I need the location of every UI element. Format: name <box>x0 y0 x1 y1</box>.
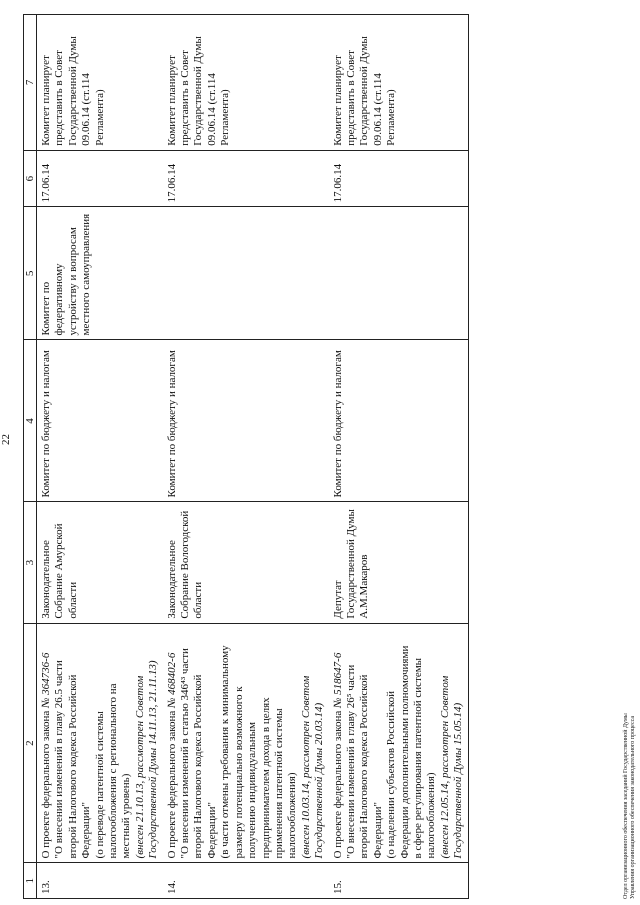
bill-subject-line: (о наделении субъектов Российской <box>385 690 398 859</box>
bill-title-line: второй Налогового кодекса Российской <box>358 674 371 859</box>
bill-note-line: (внесен 10.03.14, рассмотрен Советом <box>299 675 312 859</box>
row-number: 13. <box>37 863 163 899</box>
bill-subject-line: налогообложения) <box>425 772 438 859</box>
bill-number: № 518647-6 <box>331 652 344 708</box>
bill-description <box>37 623 163 863</box>
bill-title-prefix: О проекте федерального закона <box>40 707 52 859</box>
responsible-committee: Комитет по бюджету и налогам <box>163 340 329 502</box>
bill-number: № 468402-6 <box>165 652 178 708</box>
column-header-6: 6 <box>24 150 37 207</box>
bill-subject-line: местный уровень) <box>120 773 133 859</box>
bill-subject-line: (о переводе патентной системы <box>93 711 106 859</box>
plan-note: Комитет планирует представить в Совет Государственной Думы 09.06.14 (ст.114 Регламента) <box>329 15 469 151</box>
bill-subject-line: размеру потенциально возможного к <box>232 686 245 859</box>
column-header-3: 3 <box>24 502 37 623</box>
footer <box>623 713 637 899</box>
bill-note-line: Государственной Думы 14.11.13, 21.11.13) <box>147 660 160 859</box>
bill-note-line: (внесен 21.10.13, рассмотрен Советом <box>133 675 146 859</box>
bill-subject-line: налогообложения с регионального на <box>107 683 120 859</box>
bill-subject-line: получению индивидуальным <box>246 722 259 859</box>
responsible-committee: Комитет по бюджету и налогам <box>329 340 469 502</box>
bills-table <box>23 14 469 899</box>
co-executor-committee <box>329 207 469 340</box>
bill-number: № 364736-6 <box>40 652 52 708</box>
initiator: Депутат Государственной Думы А.М.Макаров <box>329 502 469 623</box>
plan-note: Комитет планирует представить в Совет Государственной Думы 09.06.14 (ст.114 Регламента) <box>163 15 329 151</box>
bill-note-line: Государственной Думы 20.03.14) <box>313 702 326 859</box>
column-number-row <box>24 15 37 899</box>
page-number: 22 <box>0 434 12 445</box>
column-header-2: 2 <box>24 623 37 863</box>
bill-title-line: второй Налогового кодекса Российской <box>192 674 205 859</box>
footer-line: Отдел организационного обеспечения заседаний Государственной Думы <box>623 713 629 899</box>
table-row-13 <box>37 15 163 899</box>
initiator: Законодательное Собрание Амурской области <box>37 502 163 623</box>
column-header-7: 7 <box>24 15 37 151</box>
bill-title-line: "О внесении изменений в главу 26.5 части <box>53 660 66 859</box>
table-row-15 <box>329 15 469 899</box>
bill-title-line: "О внесении изменений в главу 26⁵ части <box>344 664 357 859</box>
bill-subject-line: применения патентной системы <box>272 708 285 859</box>
column-header-5: 5 <box>24 207 37 340</box>
bill-title-prefix: О проекте федерального закона <box>331 707 344 859</box>
responsible-committee: Комитет по бюджету и налогам <box>37 340 163 502</box>
footer-line: Управления организационного обеспечения законодательного процесса <box>630 715 636 899</box>
column-header-1: 1 <box>24 863 37 899</box>
bill-subject-line: предпринимателем дохода в целях <box>259 697 272 859</box>
bill-subject-line: Федерации дополнительными полномочиями <box>398 645 411 859</box>
bill-subject-line: в сфере регулирования патентной системы <box>411 657 424 859</box>
review-date: 17.06.14 <box>37 150 163 207</box>
review-date: 17.06.14 <box>329 150 469 207</box>
review-date: 17.06.14 <box>163 150 329 207</box>
co-executor-committee: Комитет по федеративному устройству и вопросам местного самоуправления <box>37 207 163 340</box>
row-number: 15. <box>329 863 469 899</box>
bill-title-line: "О внесении изменений в статью 346⁴³ части <box>179 648 192 859</box>
row-number: 14. <box>163 863 329 899</box>
column-header-4: 4 <box>24 340 37 502</box>
bill-title-line: второй Налогового кодекса Российской <box>66 674 79 859</box>
bill-subject-line: (в части отмены требования к минимальному <box>219 645 232 859</box>
bill-title-line: Федерации" <box>205 801 218 859</box>
bill-subject-line: налогообложения) <box>286 772 299 859</box>
table-row-14 <box>163 15 329 899</box>
bill-title-prefix: О проекте федерального закона <box>165 707 178 859</box>
bill-description <box>329 623 469 863</box>
plan-note: Комитет планирует представить в Совет Государственной Думы 09.06.14 (ст.114 Регламента) <box>37 15 163 151</box>
bill-description <box>163 623 329 863</box>
initiator: Законодательное Собрание Вологодской области <box>163 502 329 623</box>
bill-title-line: Федерации" <box>371 801 384 859</box>
co-executor-committee <box>163 207 329 340</box>
bill-note-line: (внесен 12.05.14, рассмотрен Советом <box>438 675 451 859</box>
bill-title-line: Федерации" <box>80 801 93 859</box>
bill-note-line: Государственной Думы 15.05.14) <box>452 702 465 859</box>
